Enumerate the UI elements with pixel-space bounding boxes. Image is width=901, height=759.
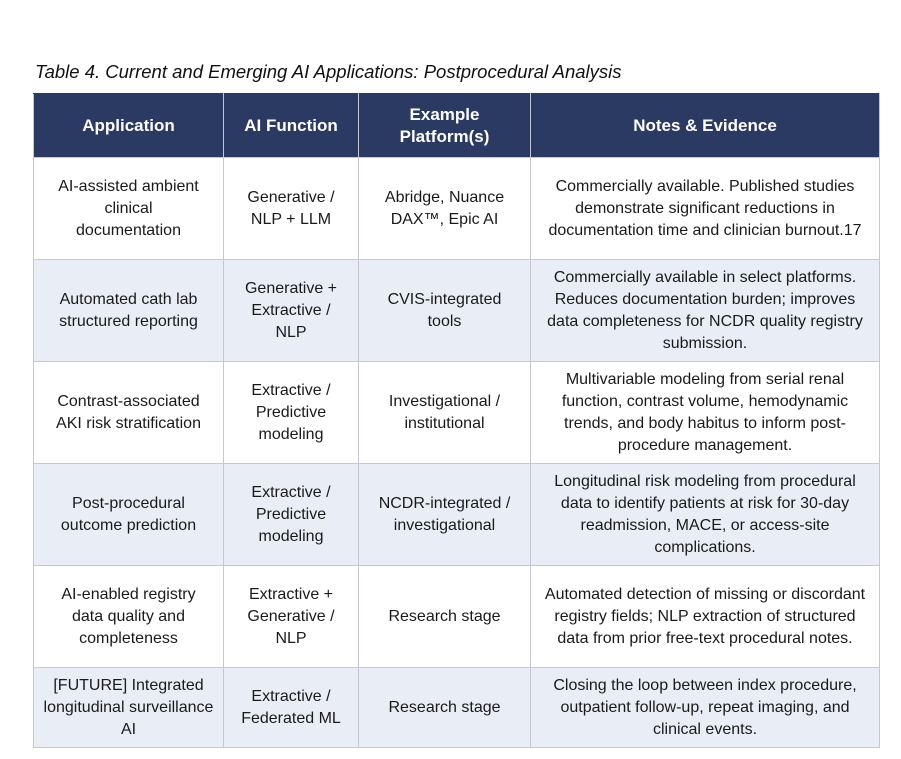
cell-ai-function: Generative + Extractive / NLP bbox=[224, 260, 359, 362]
cell-application: Post-procedural outcome prediction bbox=[34, 464, 224, 566]
cell-platforms: Research stage bbox=[359, 668, 531, 748]
table-row bbox=[34, 566, 880, 668]
cell-ai-function: Generative / NLP + LLM bbox=[224, 158, 359, 260]
cell-ai-function: Extractive + Generative / NLP bbox=[224, 566, 359, 668]
table-caption: Table 4. Current and Emerging AI Applications: Postprocedural Analysis bbox=[35, 61, 622, 82]
cell-ai-function: Extractive / Predictive modeling bbox=[224, 362, 359, 464]
cell-platforms: Investigational / institutional bbox=[359, 362, 531, 464]
cell-notes: Multivariable modeling from serial renal function, contrast volume, hemodynamic trends, and body habitus to inform post-procedure management. bbox=[531, 362, 880, 464]
cell-notes: Commercially available in select platforms. Reduces documentation burden; improves data completeness for NCDR quality registry submission. bbox=[531, 260, 880, 362]
table-row bbox=[34, 668, 880, 748]
ai-applications-table bbox=[33, 93, 880, 748]
cell-application: [FUTURE] Integrated longitudinal surveillance AI bbox=[34, 668, 224, 748]
table-row bbox=[34, 260, 880, 362]
cell-notes: Longitudinal risk modeling from procedural data to identify patients at risk for 30-day readmission, MACE, or access-site complications. bbox=[531, 464, 880, 566]
cell-application: Contrast-associated AKI risk stratification bbox=[34, 362, 224, 464]
table-row bbox=[34, 464, 880, 566]
table-row bbox=[34, 362, 880, 464]
column-header-ai-function: AI Function bbox=[224, 94, 359, 158]
cell-platforms: Abridge, Nuance DAX™, Epic AI bbox=[359, 158, 531, 260]
cell-ai-function: Extractive / Predictive modeling bbox=[224, 464, 359, 566]
cell-platforms: Research stage bbox=[359, 566, 531, 668]
column-header-example-platforms: Example Platform(s) bbox=[359, 94, 531, 158]
cell-application: Automated cath lab structured reporting bbox=[34, 260, 224, 362]
cell-application: AI-assisted ambient clinical documentation bbox=[34, 158, 224, 260]
column-header-application: Application bbox=[34, 94, 224, 158]
table-header bbox=[34, 94, 880, 158]
table-body bbox=[34, 158, 880, 748]
cell-platforms: CVIS-integrated tools bbox=[359, 260, 531, 362]
cell-notes: Automated detection of missing or discordant registry fields; NLP extraction of structured data from prior free-text procedural notes. bbox=[531, 566, 880, 668]
header-row bbox=[34, 94, 880, 158]
cell-ai-function: Extractive / Federated ML bbox=[224, 668, 359, 748]
cell-notes: Commercially available. Published studies demonstrate significant reductions in documentation time and clinician burnout.17 bbox=[531, 158, 880, 260]
cell-application: AI-enabled registry data quality and completeness bbox=[34, 566, 224, 668]
column-header-notes-evidence: Notes & Evidence bbox=[531, 94, 880, 158]
cell-platforms: NCDR-integrated / investigational bbox=[359, 464, 531, 566]
cell-notes: Closing the loop between index procedure, outpatient follow-up, repeat imaging, and clinical events. bbox=[531, 668, 880, 748]
table-row bbox=[34, 158, 880, 260]
